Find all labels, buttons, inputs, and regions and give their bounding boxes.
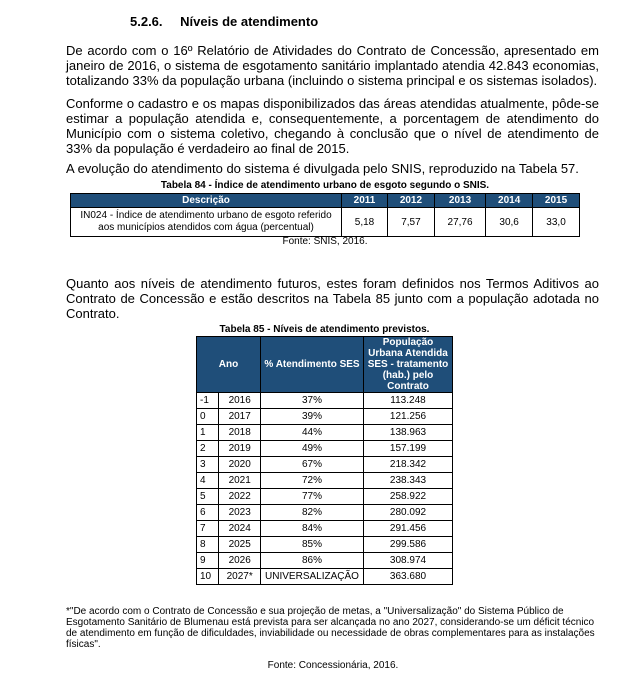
table85-row-percent: 44%	[261, 425, 364, 441]
table85-row-percent: 86%	[261, 553, 364, 569]
table85-row-population: 363.680	[364, 569, 453, 585]
table84-value-2013: 27,76	[434, 208, 485, 237]
table85-row-year: 2020	[219, 457, 261, 473]
table84-header-2015: 2015	[533, 194, 580, 208]
table85-row-population: 157.199	[364, 441, 453, 457]
table85-row-year: 2019	[219, 441, 261, 457]
table85-row-index: 10	[197, 569, 219, 585]
table84-source: Fonte: SNIS, 2016.	[282, 236, 368, 247]
table-row	[197, 505, 453, 521]
table85-row-percent: 85%	[261, 537, 364, 553]
paragraph-2: Conforme o cadastro e os mapas disponibilizados das áreas atendidas atualmente, pôde-se estimar a população atendida e, consequentemente, a porcentagem de atendimento do Município com o sistema coletivo, chegando à conclusão que o nível de atendimento de 33% da população é verdadeiro ao final de 2015.	[66, 96, 599, 156]
table85-header-percent: % Atendimento SES	[261, 337, 364, 393]
table-row	[197, 537, 453, 553]
table85-row-year: 2016	[219, 393, 261, 409]
table85-source: Fonte: Concessionária, 2016.	[267, 660, 399, 671]
table85-row-percent: 77%	[261, 489, 364, 505]
table-row	[197, 393, 453, 409]
table-row	[197, 409, 453, 425]
table84-header-row	[71, 194, 580, 208]
table-row	[197, 425, 453, 441]
table85-row-percent: 72%	[261, 473, 364, 489]
table-row	[197, 473, 453, 489]
table85-caption: Tabela 85 - Níveis de atendimento previstos.	[219, 324, 430, 335]
table85-row-index: 4	[197, 473, 219, 489]
table85-row-percent: UNIVERSALIZAÇÃO	[261, 569, 364, 585]
table85-row-population: 238.343	[364, 473, 453, 489]
table85-row-population: 258.922	[364, 489, 453, 505]
section-heading	[130, 14, 318, 29]
table85-row-percent: 49%	[261, 441, 364, 457]
table85-row-percent: 37%	[261, 393, 364, 409]
table85-row-year: 2017	[219, 409, 261, 425]
table85-header-row	[197, 337, 453, 393]
section-number: 5.2.6.	[130, 14, 163, 29]
table85-row-year: 2022	[219, 489, 261, 505]
table85-row-percent: 82%	[261, 505, 364, 521]
table85-row-year: 2027*	[219, 569, 261, 585]
table85-row-index: 3	[197, 457, 219, 473]
paragraph-3: A evolução do atendimento do sistema é divulgada pelo SNIS, reproduzido na Tabela 57.	[66, 161, 579, 176]
table-row	[197, 521, 453, 537]
table84-description-cell: IN024 - Índice de atendimento urbano de esgoto referido aos municípios atendidos com água (percentual)	[71, 208, 342, 237]
table85-row-population: 121.256	[364, 409, 453, 425]
table-85	[196, 336, 453, 585]
table84-caption: Tabela 84 - Índice de atendimento urbano de esgoto segundo o SNIS.	[160, 180, 490, 191]
table84-value-2011: 5,18	[342, 208, 388, 237]
table85-row-index: 1	[197, 425, 219, 441]
table85-header-population: População Urbana Atendida SES - tratamento (hab.) pelo Contrato	[364, 337, 453, 393]
paragraph-1: De acordo com o 16º Relatório de Atividades do Contrato de Concessão, apresentado em janeiro de 2016, o sistema de esgotamento sanitário implantado atendia 42.843 economias, totalizando 33% da população urbana (incluindo o sistema principal e os sistemas isolados).	[66, 43, 599, 88]
table85-row-year: 2021	[219, 473, 261, 489]
table84-header-2012: 2012	[388, 194, 435, 208]
table85-row-population: 291.456	[364, 521, 453, 537]
table85-row-index: 0	[197, 409, 219, 425]
table85-row-index: 7	[197, 521, 219, 537]
table85-row-percent: 39%	[261, 409, 364, 425]
table85-row-index: -1	[197, 393, 219, 409]
table-84	[70, 193, 580, 237]
table85-row-year: 2024	[219, 521, 261, 537]
table85-row-population: 280.092	[364, 505, 453, 521]
table-row	[71, 208, 580, 237]
table84-header-2014: 2014	[486, 194, 533, 208]
table85-footnote: *"De acordo com o Contrato de Concessão e sua projeção de metas, a "Universalização" do Sistema Público de Esgotamento Sanitário de Blumenau está prevista para ser alcançada no ano 2027, considerando-se um déficit técnico de atendimento em função de dificuldades, inviabilidade ou necessidade de obras complementares para as instalações físicas".	[66, 606, 595, 650]
table85-row-index: 5	[197, 489, 219, 505]
table85-row-index: 9	[197, 553, 219, 569]
table-row	[197, 441, 453, 457]
table85-header-year: Ano	[197, 337, 261, 393]
table85-row-year: 2018	[219, 425, 261, 441]
table85-row-population: 113.248	[364, 393, 453, 409]
table84-value-2012: 7,57	[388, 208, 435, 237]
table84-header-2013: 2013	[434, 194, 485, 208]
table85-row-index: 8	[197, 537, 219, 553]
table85-row-percent: 67%	[261, 457, 364, 473]
table85-row-year: 2025	[219, 537, 261, 553]
table85-row-year: 2023	[219, 505, 261, 521]
table-row	[197, 457, 453, 473]
table85-row-percent: 84%	[261, 521, 364, 537]
table-row	[197, 569, 453, 585]
table85-row-population: 299.586	[364, 537, 453, 553]
table84-header-2011: 2011	[342, 194, 388, 208]
table85-row-population: 218.342	[364, 457, 453, 473]
table85-row-population: 308.974	[364, 553, 453, 569]
table84-value-2014: 30,6	[486, 208, 533, 237]
table84-value-2015: 33,0	[533, 208, 580, 237]
table85-row-index: 2	[197, 441, 219, 457]
table84-header-description: Descrição	[71, 194, 342, 208]
table-row	[197, 489, 453, 505]
table85-row-year: 2026	[219, 553, 261, 569]
table-row	[197, 553, 453, 569]
section-title: Níveis de atendimento	[180, 14, 319, 29]
paragraph-4: Quanto aos níveis de atendimento futuros, estes foram definidos nos Termos Aditivos ao Contrato de Concessão e estão descritos na Tabela 85 junto com a população adotada no Contrato.	[66, 276, 599, 321]
table85-row-index: 6	[197, 505, 219, 521]
table85-row-population: 138.963	[364, 425, 453, 441]
